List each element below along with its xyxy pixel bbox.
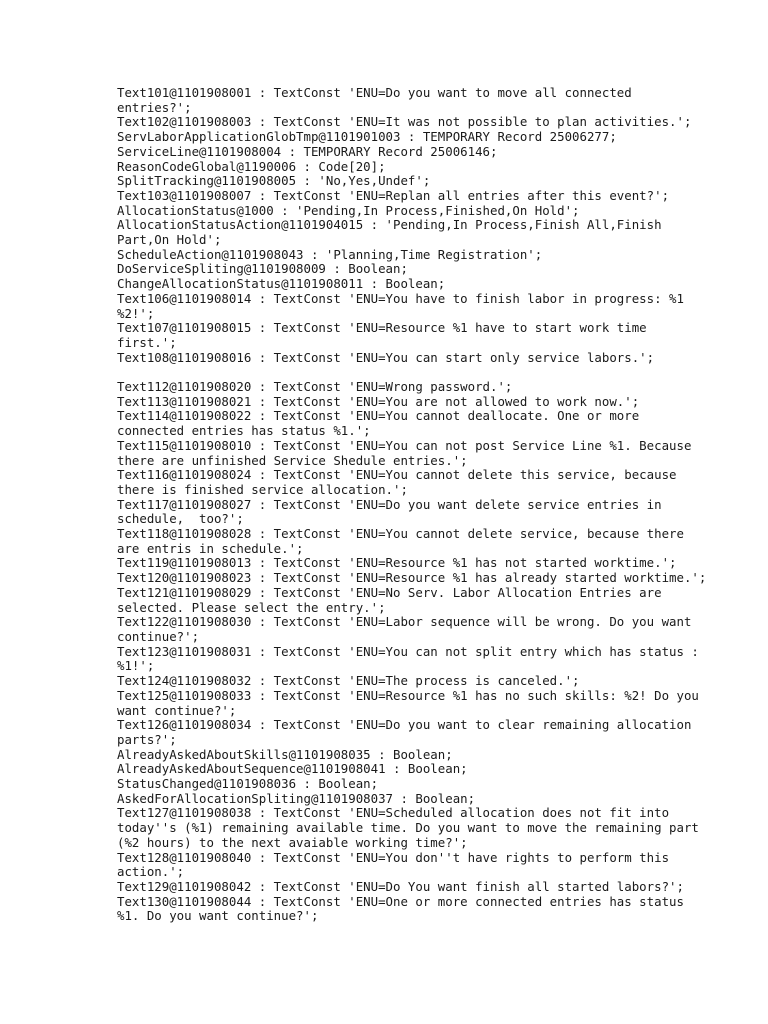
code-line: Text114@1101908022 : TextConst 'ENU=You cannot deallocate. One or more connected entries has status %1.';	[117, 408, 647, 439]
code-line: Text120@1101908023 : TextConst 'ENU=Resource %1 has already started worktime.';	[117, 570, 707, 586]
code-line: ServLaborApplicationGlobTmp@1101901003 : TEMPORARY Record 25006277;	[117, 129, 617, 145]
code-line: Text123@1101908031 : TextConst 'ENU=You can not split entry which has status : %1!';	[117, 643, 707, 674]
code-line: Text112@1101908020 : TextConst 'ENU=Wrong password.';	[117, 379, 513, 395]
code-line: Text118@1101908028 : TextConst 'ENU=You cannot delete service, because there are entris in schedule.';	[117, 526, 692, 556]
code-line: Text107@1101908015 : TextConst 'ENU=Resource %1 have to start work time first.';	[117, 320, 655, 350]
code-line: Text113@1101908021 : TextConst 'ENU=You are not allowed to work now.';	[117, 393, 640, 409]
code-line: Text102@1101908003 : TextConst 'ENU=It was not possible to plan activities.';	[117, 114, 692, 130]
code-line: ChangeAllocationStatus@1101908011 : Boolean;	[117, 276, 446, 292]
code-line: DoServiceSpliting@1101908009 : Boolean;	[117, 261, 408, 277]
code-line: ReasonCodeGlobal@1190006 : Code[20];	[117, 158, 386, 174]
code-line: SplitTracking@1101908005 : 'No,Yes,Undef';	[117, 173, 431, 189]
code-line: Text103@1101908007 : TextConst 'ENU=Replan all entries after this event?';	[117, 187, 670, 203]
blank-line	[72, 365, 712, 380]
code-document	[72, 86, 712, 924]
code-line: StatusChanged@1101908036 : Boolean;	[117, 776, 379, 792]
code-line: AlreadyAskedAboutSkills@1101908035 : Boolean;	[117, 746, 453, 762]
code-line: Text129@1101908042 : TextConst 'ENU=Do You want finish all started labors?';	[117, 878, 684, 894]
code-line: Text108@1101908016 : TextConst 'ENU=You can start only service labors.';	[117, 349, 655, 365]
code-line: AlreadyAskedAboutSequence@1101908041 : Boolean;	[117, 761, 468, 777]
code-line: Text121@1101908029 : TextConst 'ENU=No Serv. Labor Allocation Entries are selected. Please select the entry.';	[117, 584, 670, 615]
code-line: Text101@1101908001 : TextConst 'ENU=Do you want to move all connected entries?';	[117, 85, 640, 115]
code-line: Text117@1101908027 : TextConst 'ENU=Do you want delete service entries in schedule, too?';	[117, 496, 670, 527]
code-line: Text128@1101908040 : TextConst 'ENU=You don''t have rights to perform this action.';	[117, 849, 677, 880]
code-line: Text125@1101908033 : TextConst 'ENU=Resource %1 has no such skills: %2! Do you want continue?';	[117, 687, 707, 718]
code-line: ScheduleAction@1101908043 : 'Planning,Time Registration';	[117, 246, 543, 262]
code-line: Text126@1101908034 : TextConst 'ENU=Do you want to clear remaining allocation parts?';	[117, 717, 699, 747]
code-line: AllocationStatusAction@1101904015 : 'Pending,In Process,Finish All,Finish Part,On Hold';	[117, 217, 670, 248]
code-line: Text127@1101908038 : TextConst 'ENU=Scheduled allocation does not fit into today''s (%1) remaining available time. Do you want to move the remaining part (%2 hours) to the next avaiable working time?';	[117, 805, 707, 850]
code-line: Text124@1101908032 : TextConst 'ENU=The process is canceled.';	[117, 673, 580, 689]
code-line: Text119@1101908013 : TextConst 'ENU=Resource %1 has not started worktime.';	[117, 555, 677, 571]
code-line: Text122@1101908030 : TextConst 'ENU=Labor sequence will be wrong. Do you want continue?';	[117, 614, 699, 644]
code-line: Text106@1101908014 : TextConst 'ENU=You have to finish labor in progress: %1 %2!';	[117, 290, 692, 321]
code-line: AllocationStatus@1000 : 'Pending,In Process,Finished,On Hold';	[117, 202, 580, 218]
code-line: ServiceLine@1101908004 : TEMPORARY Record 25006146;	[117, 143, 498, 159]
code-line: Text130@1101908044 : TextConst 'ENU=One or more connected entries has status %1. Do you want continue?';	[117, 893, 692, 924]
code-line: Text115@1101908010 : TextConst 'ENU=You can not post Service Line %1. Because there are unfinished Service Shedule entries.';	[117, 437, 699, 468]
code-line: AskedForAllocationSpliting@1101908037 : Boolean;	[117, 790, 476, 806]
code-line: Text116@1101908024 : TextConst 'ENU=You cannot delete this service, because there is finished service allocation.';	[117, 467, 684, 497]
